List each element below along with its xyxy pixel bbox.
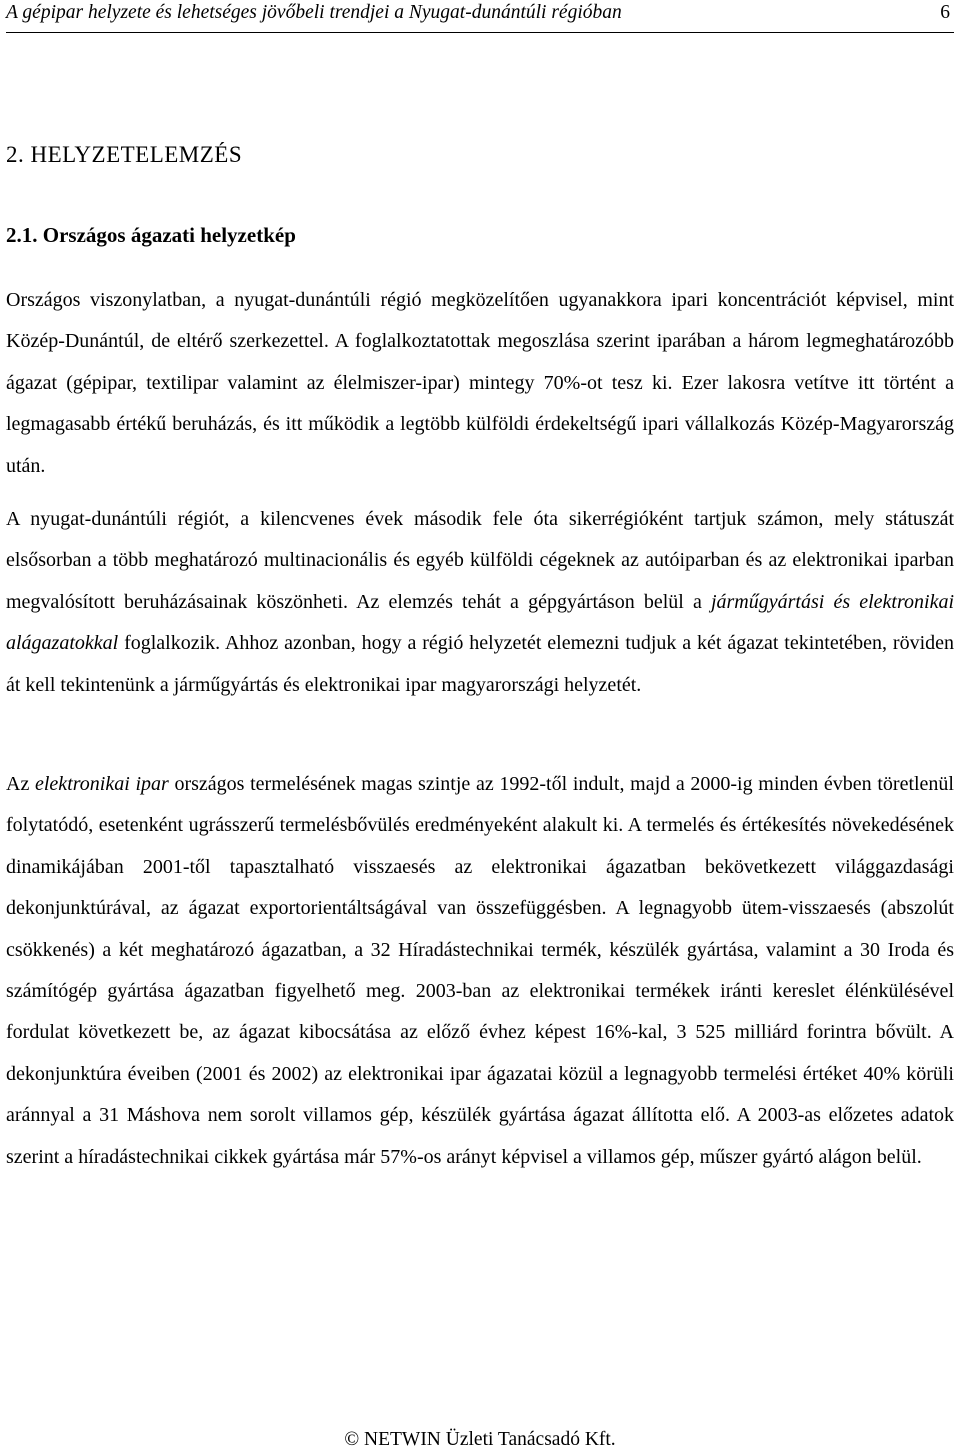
paragraph-2-text-before: A nyugat-dunántúli régiót, a kilencvenes évek második fele óta sikerrégióként tartjuk számon, mely státuszát elsősorban a több meghatározó multinacionális és egyéb külföldi cégeknek az autóiparban és az elektronikai iparban megvalósított beruházásainak köszönheti. Az elemzés tehát a gépgyártáson belül a <box>6 508 954 613</box>
paragraph-3-text-before: Az <box>6 773 35 795</box>
chapter-heading: 2. HELYZETELEMZÉS <box>6 142 243 167</box>
paragraph-2 <box>6 499 954 706</box>
section-heading: 2.1. Országos ágazati helyzetkép <box>6 223 296 247</box>
paragraph-3-text-after: országos termelésének magas szintje az 1992-től indult, majd a 2000-ig minden évben töretlenül folytatódó, esetenként ugrásszerű termelésbővülés eredményeként alakult ki. A termelés és értékesítés növekedésének dinamikájában 2001-től tapasztalható visszaesés az elektronikai ágazatban bekövetkezett világgazdasági dekonjunktúrával, az ágazat exportorientáltságával van összefüggésben. A legnagyobb ütem-visszaesés (abszolút csökkenés) a két meghatározó ágazatban, a 32 Híradástechnikai termék, készülék gyártása, valamint a 30 Iroda és számítógép gyártása ágazatban figyelhető meg. 2003-ban az elektronikai termékek iránti kereslet élénkülésével fordulat következett be, az ágazat kibocsátása az előző évhez képest 16%-kal, 3 525 milliárd forintra bővült. A dekonjunktúra éveiben (2001 és 2002) az elektronikai ipar ágazatai közül a legnagyobb termelési értéket 40% körüli aránnyal a 31 Máshova nem sorolt villamos gép, készülék gyártása ágazat állította elő. A 2003-as előzetes adatok szerint a híradástechnikai cikkek gyártása már 57%-os arányt képvisel a villamos gép, műszer gyártó alágon belül. <box>6 773 954 1168</box>
running-header <box>6 0 954 33</box>
page-number: 6 <box>940 2 950 23</box>
paragraph-2-text-after: foglalkozik. Ahhoz azonban, hogy a régió helyzetét elemezni tudjuk a két ágazat tekintetében, röviden át kell tekintenünk a járműgyártás és elektronikai ipar magyarországi helyzetét. <box>6 632 954 696</box>
paragraph-3 <box>6 764 954 1178</box>
document-title: A gépipar helyzete és lehetséges jövőbeli trendjei a Nyugat-dunántúli régióban <box>6 2 622 23</box>
paragraph-2-emphasis: járműgyártási és elektronikai alágazatokkal <box>6 590 955 655</box>
paragraph-1: Országos viszonylatban, a nyugat-dunántúli régió megközelítően ugyanakkora ipari koncentrációt képvisel, mint Közép-Dunántúl, de eltérő szerkezettel. A foglalkoztatottak megoszlása szerint iparában a három legmeghatározóbb ágazat (gépipar, textilipar valamint az élelmiszer-ipar) mintegy 70%-ot tesz ki. Ezer lakosra vetítve itt történt a legmagasabb értékű beruházás, és itt működik a legtöbb külföldi érdekeltségű ipari vállalkozás Közép-Magyarország után. <box>6 289 954 477</box>
footer-copyright: © NETWIN Üzleti Tanácsadó Kft. <box>344 1429 616 1450</box>
paragraph-3-emphasis: elektronikai ipar <box>35 773 169 795</box>
